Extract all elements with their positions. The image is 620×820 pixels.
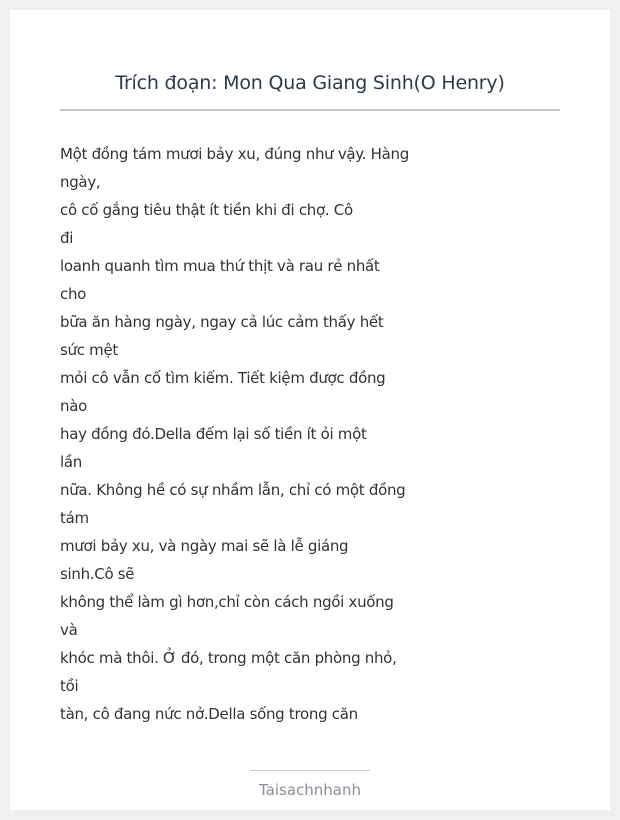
text-line: cho [60,285,87,303]
text-line: đi [60,229,74,247]
excerpt-body [60,140,440,728]
text-line: tám [60,509,89,527]
page-title: Trích đoạn: Mon Qua Giang Sinh(O Henry) [115,72,505,94]
footer-source: Taisachnhanh [258,781,362,799]
text-line: Một đồng tám mươi bảy xu, đúng như vậy. Hàng [60,145,409,163]
text-line: loanh quanh tìm mua thứ thịt và rau rẻ nhất [60,257,380,275]
text-line: tàn, cô đang nức nở.Della sống trong căn [60,705,358,723]
text-line: tồi [60,677,79,695]
text-line: hay đồng đó.Della đếm lại số tiền ít ỏi một [60,425,367,443]
footer-divider [250,770,370,771]
text-line: ngày, [60,173,101,191]
text-line: sức mệt [60,341,118,359]
text-line: nữa. Không hề có sự nhầm lẫn, chỉ có một đồng [60,481,406,499]
text-line: không thể làm gì hơn,chỉ còn cách ngồi xuống [60,593,394,611]
text-line: và [60,621,78,639]
text-line: bữa ăn hàng ngày, ngay cả lúc cảm thấy hết [60,313,384,331]
title-divider [60,109,560,111]
text-line: sinh.Cô sẽ [60,565,135,583]
text-line: khóc mà thôi. Ở đó, trong một căn phòng nhỏ, [60,649,397,667]
text-line: mỏi cô vẫn cố tìm kiếm. Tiết kiệm được đồng [60,369,386,387]
text-line: mươi bảy xu, và ngày mai sẽ là lễ giáng [60,537,349,555]
text-line: cô cố gắng tiêu thật ít tiền khi đi chợ. Cô [60,201,353,219]
text-line: nào [60,397,87,415]
text-line: lần [60,453,82,471]
